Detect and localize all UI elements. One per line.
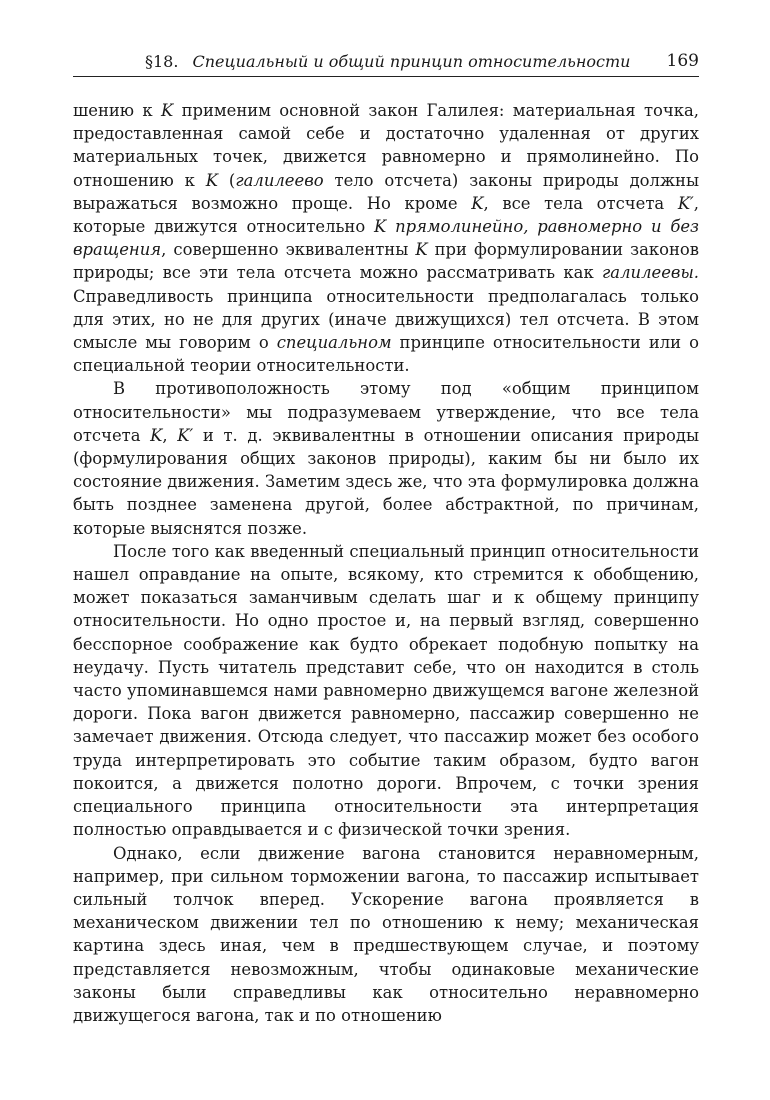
paragraph-4: Однако, если движение вагона становится неравномерным, например, при сильном торможении вагона, то пассажир испытывает сильный толчок вперед. Ускорение вагона проявляется в механическом движении тел по отношению к нему; механическая картина здесь иная, чем в предшествующем случае, и поэтому представляется невозможным, чтобы одинаковые механические законы были справедливы как относительно неравномерно движущегося вагона, так и по отношению [73,843,699,1025]
text-run: при формулировании законов природы; все эти тела отсчета можно рассматривать как [73,240,699,283]
main-text [73,99,699,1027]
text-run: Справедливость принципа относительности предполагалась только для этих, но не для других (иначе движущихся) тел отсчета. В этом смысле мы говорим о [73,286,699,353]
symbol-k: K [374,217,387,237]
text-run: тело отсчета) законы природы должны выражаться возможно проще. Но кроме [73,170,700,213]
header-title-block [145,52,630,71]
paragraph-2 [73,377,699,539]
text-run: шению к [73,101,161,120]
symbol-k-prime: K′ [177,425,194,445]
chapter-title: Специальный и общий принцип относительности [192,52,631,71]
running-header [73,50,699,77]
symbol-k: K [415,240,428,260]
symbol-k-prime: K′ [677,193,694,213]
text-run: В противоположность этому под «общим принципом относительности» мы подразумеваем утверждение, что все тела отсчета [73,379,699,445]
page [73,50,699,1027]
text-run: применим основной закон Галилея: материальная точка, предоставленная самой себе и достаточно удаленная от других материальных точек, движется равномерно и прямолинейно. По отношению к [73,101,699,190]
text-run: , совершенно эквивалентны [161,240,416,260]
symbol-k: K [205,170,219,190]
emphasis-motion: прямолинейно, равномерно и без вращения [73,217,699,260]
paragraph-1 [73,99,699,377]
emphasis-galileevy: галилеевы. [602,263,699,283]
text-run [386,217,395,236]
text-run: , которые движутся относительно [73,193,699,237]
emphasis-galileevo: галилеево [235,170,324,190]
text-run: , все тела отсчета [483,193,678,213]
text-run: ( [218,170,236,190]
text-run: принципе относительности или о специальной теории относительности. [73,333,699,376]
text-run: , [162,425,178,445]
symbol-k: K [160,101,174,120]
text-run: и т. д. эквивалентны в отношении описания природы (формулирования общих законов природы), каким бы ни было их состояние движения. Заметим здесь же, что эта формулировка должна быть позднее заменена другой, более абстрактной, по причинам, которые выяснятся позже. [73,425,700,538]
emphasis-special: специальном [276,333,392,353]
symbol-k: K [150,425,163,445]
section-number: §18. [145,52,179,71]
symbol-k: K [471,193,484,213]
paragraph-3: После того как введенный специальный принцип относительности нашел оправдание на опыте, всякому, кто стремится к обобщению, может показаться заманчивым сделать шаг и к общему принципу относительности. Но одно простое и, на первый взгляд, совершенно бесспорное соображение как будто обрекает подобную попытку на неудачу. Пусть читатель представит себе, что он находится в столь часто упоминавшемся нами равномерно движущемся вагоне железной дороги. Пока вагон движется равномерно, пассажир совершенно не замечает движения. Отсюда следует, что пассажир может без особого труда интерпретировать это событие таким образом, будто вагон покоится, а движется полотно дороги. Впрочем, с точки зрения специального принципа относительности эта интерпретация полностью оправдывается и с физической точки зрения. [73,541,699,840]
page-number: 169 [666,51,699,71]
